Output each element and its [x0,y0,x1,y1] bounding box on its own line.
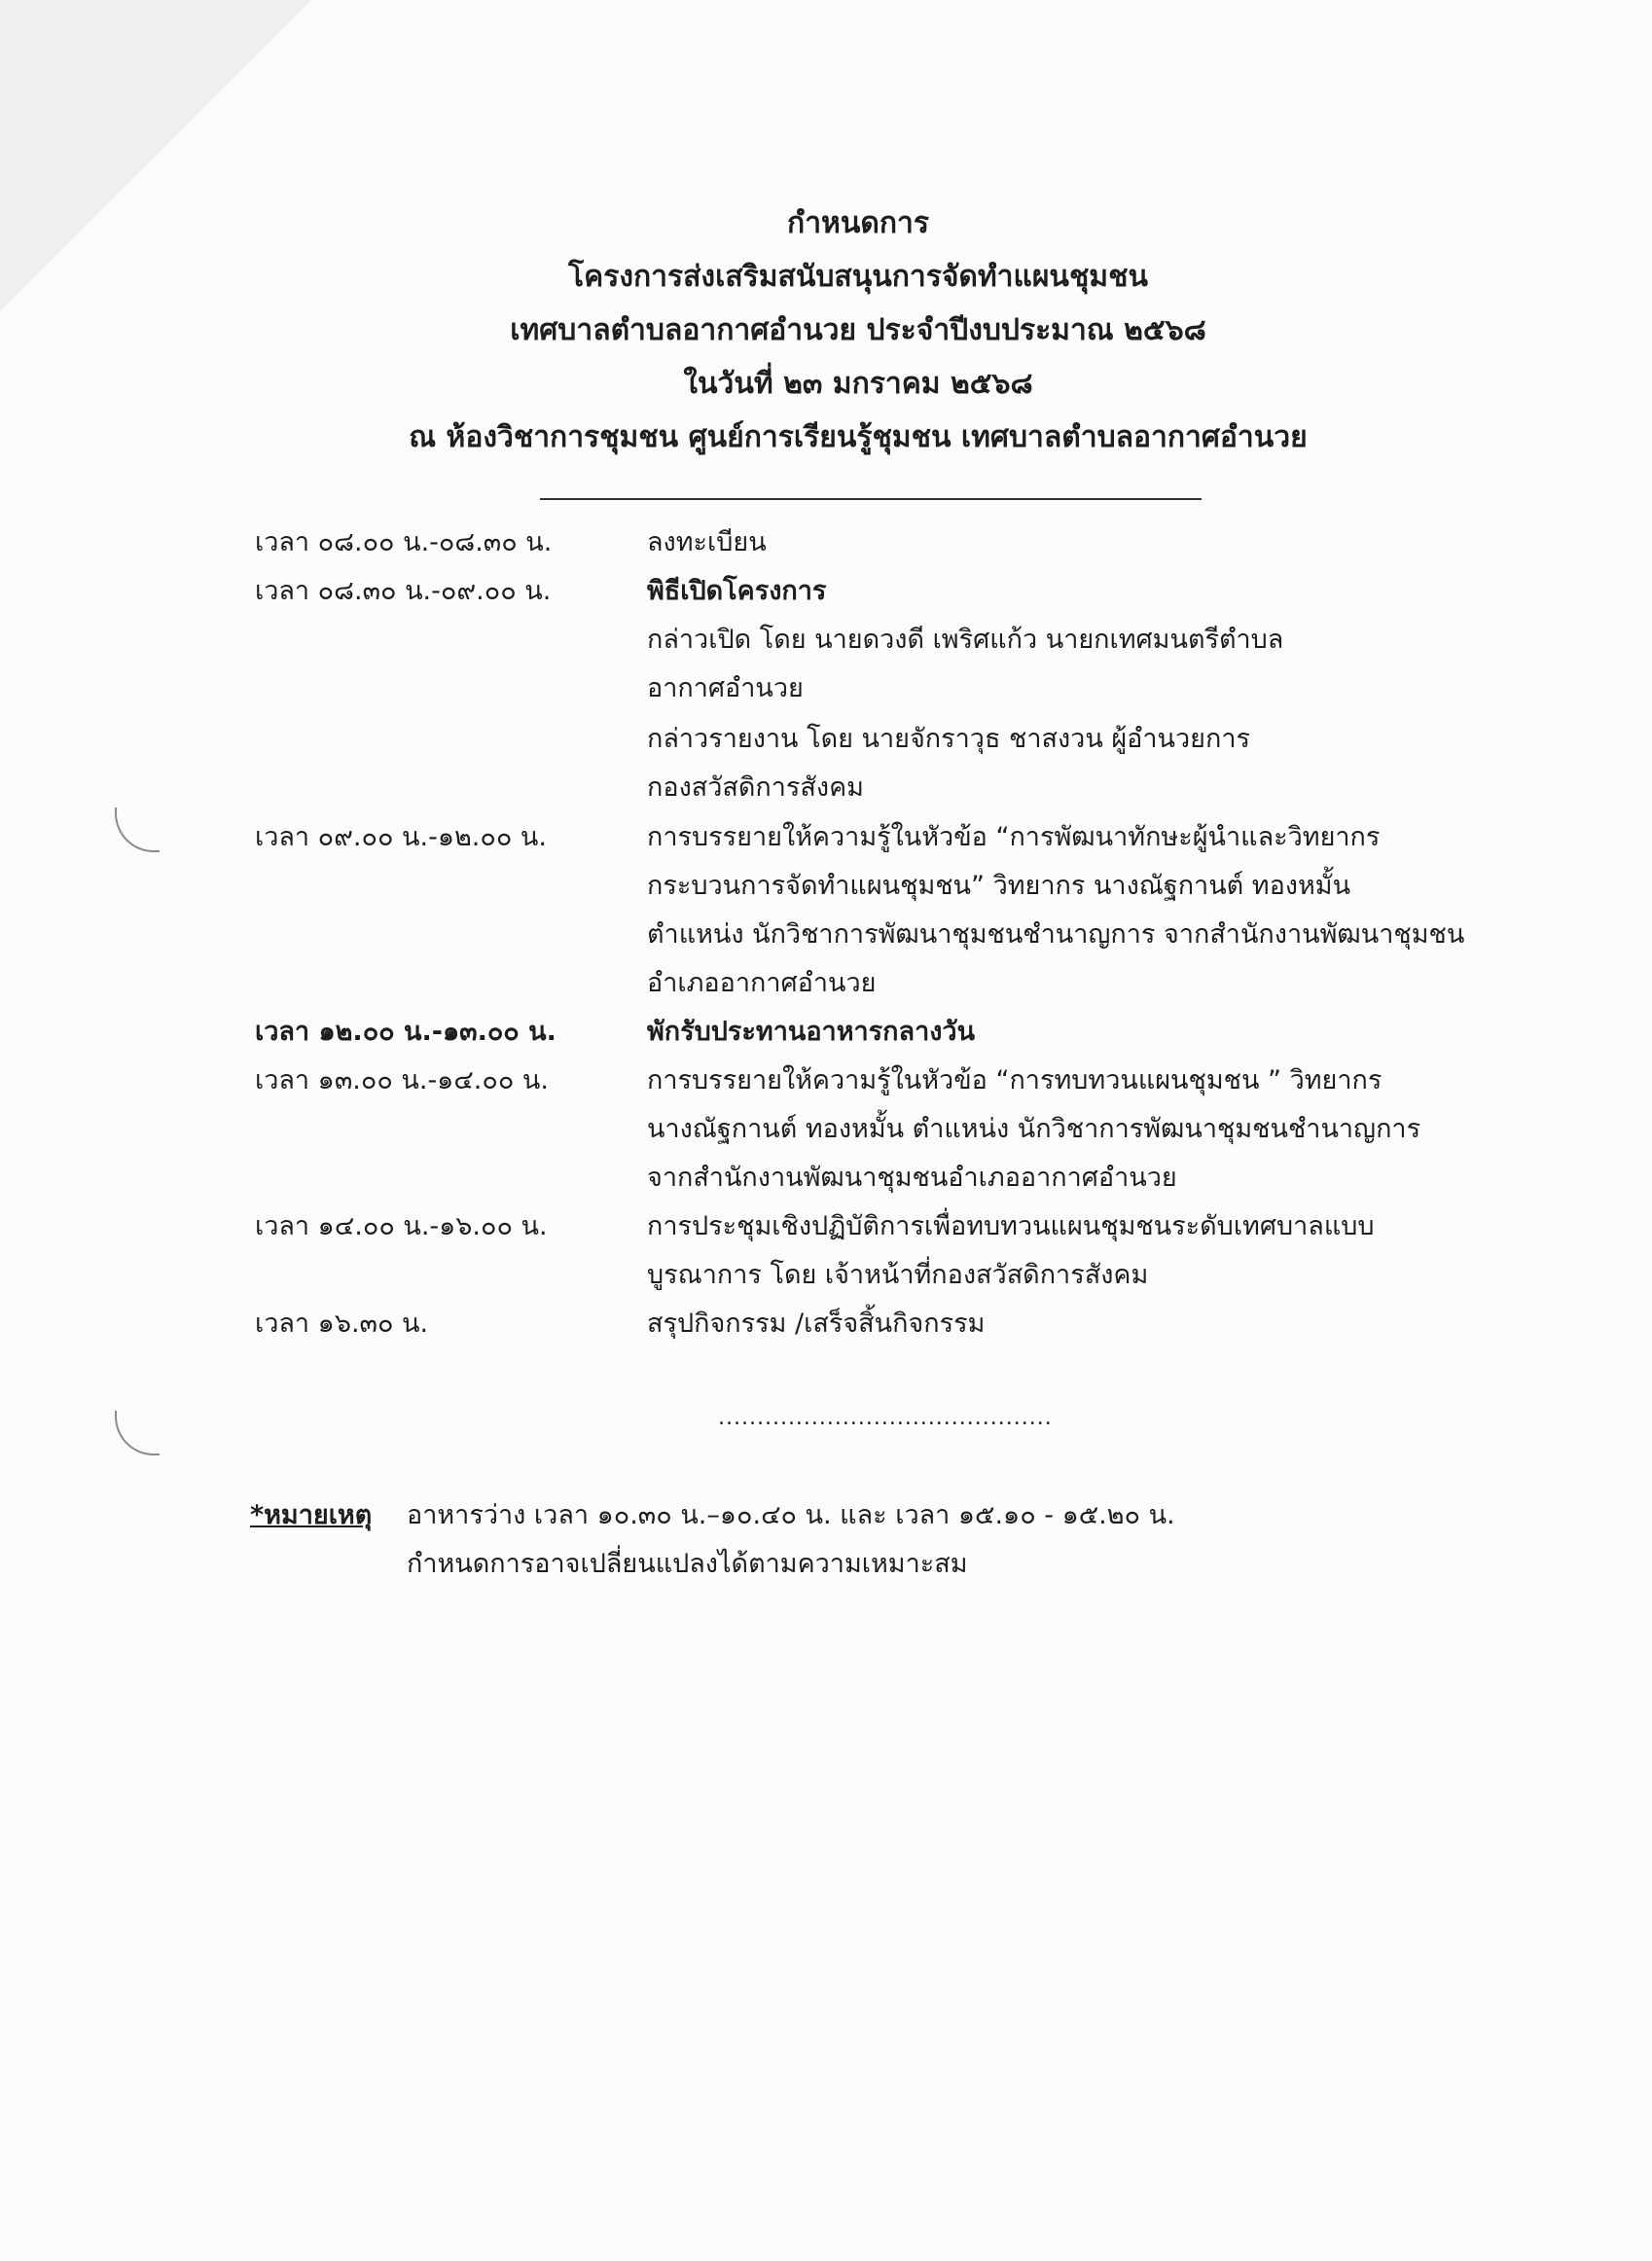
header-organization: เทศบาลตำบลอากาศอำนวย ประจำปีงบประมาณ ๒๕๖๘ [510,313,1206,347]
schedule-activity: สรุปกิจกรรม /เสร็จสิ้นกิจกรรม [647,1309,986,1339]
schedule-time: เวลา ๑๓.๐๐ น.-๑๔.๐๐ น. [255,1065,549,1095]
end-dotted-separator: ........................................... [718,1406,1053,1430]
schedule-activity-detail: ตำแหน่ง นักวิชาการพัฒนาชุมชนชำนาญการ จากสำนักงานพัฒนาชุมชน [647,919,1465,950]
schedule-time: เวลา ๐๘.๓๐ น.-๐๙.๐๐ น. [255,576,552,606]
schedule-time: เวลา ๑๖.๓๐ น. [255,1309,429,1339]
schedule-time: เวลา ๑๒.๐๐ น.-๑๓.๐๐ น. [255,1017,557,1047]
schedule-activity: การบรรยายให้ความรู้ในหัวข้อ “การพัฒนาทักษะผู้นำและวิทยากร [647,822,1381,852]
note-text-line: กำหนดการอาจเปลี่ยนแปลงได้ตามความเหมาะสม [407,1549,968,1579]
schedule-activity-detail: จากสำนักงานพัฒนาชุมชนอำเภออากาศอำนวย [647,1163,1177,1193]
schedule-activity-detail: กล่าวเปิด โดย นายดวงดี เพริศแก้ว นายกเทศมนตรีตำบล [647,625,1284,655]
schedule-activity: การประชุมเชิงปฏิบัติการเพื่อทบทวนแผนชุมชนระดับเทศบาลแบบ [647,1211,1375,1241]
schedule-activity: การบรรยายให้ความรู้ในหัวข้อ “การทบทวนแผนชุมชน ” วิทยากร [647,1065,1383,1095]
header-divider [540,498,1202,500]
note-label: *หมายเหตุ [250,1500,373,1530]
schedule-time: เวลา ๑๔.๐๐ น.-๑๖.๐๐ น. [255,1211,548,1241]
schedule-activity: ลงทะเบียน [647,527,767,557]
schedule-activity: พิธีเปิดโครงการ [647,576,827,606]
schedule-time: เวลา ๐๙.๐๐ น.-๑๒.๐๐ น. [255,822,547,852]
note-text-line: อาหารว่าง เวลา ๑๐.๓๐ น.–๑๐.๔๐ น. และ เวลา ๑๕.๑๐ - ๑๕.๒๐ น. [407,1500,1175,1530]
schedule-activity-detail: บูรณาการ โดย เจ้าหน้าที่กองสวัสดิการสังคม [647,1260,1149,1290]
schedule-time: เวลา ๐๘.๐๐ น.-๐๘.๓๐ น. [255,527,553,557]
header-venue: ณ ห้องวิชาการชุมชน ศูนย์การเรียนรู้ชุมชน เทศบาลตำบลอากาศอำนวย [409,420,1308,454]
schedule-activity-detail: นางณัฐกานต์ ทองหมั้น ตำแหน่ง นักวิชาการพัฒนาชุมชนชำนาญการ [647,1114,1421,1144]
header-title: กำหนดการ [787,206,929,240]
schedule-activity: พักรับประทานอาหารกลางวัน [647,1017,976,1047]
schedule-activity-detail: กล่าวรายงาน โดย นายจักราวุธ ชาสงวน ผู้อำนวยการ [647,724,1251,754]
header-date: ในวันที่ ๒๓ มกราคม ๒๕๖๘ [683,367,1033,401]
schedule-activity-detail: กระบวนการจัดทำแผนชุมชน” วิทยากร นางณัฐกานต์ ทองหมั้น [647,871,1351,901]
schedule-activity-detail: อำเภออากาศอำนวย [647,968,877,998]
schedule-activity-detail: อากาศอำนวย [647,673,804,703]
schedule-activity-detail: กองสวัสดิการสังคม [647,772,864,803]
punch-hole-mark [115,808,160,852]
punch-hole-mark [115,1411,160,1455]
header-project-name: โครงการส่งเสริมสนับสนุนการจัดทำแผนชุมชน [568,260,1148,294]
